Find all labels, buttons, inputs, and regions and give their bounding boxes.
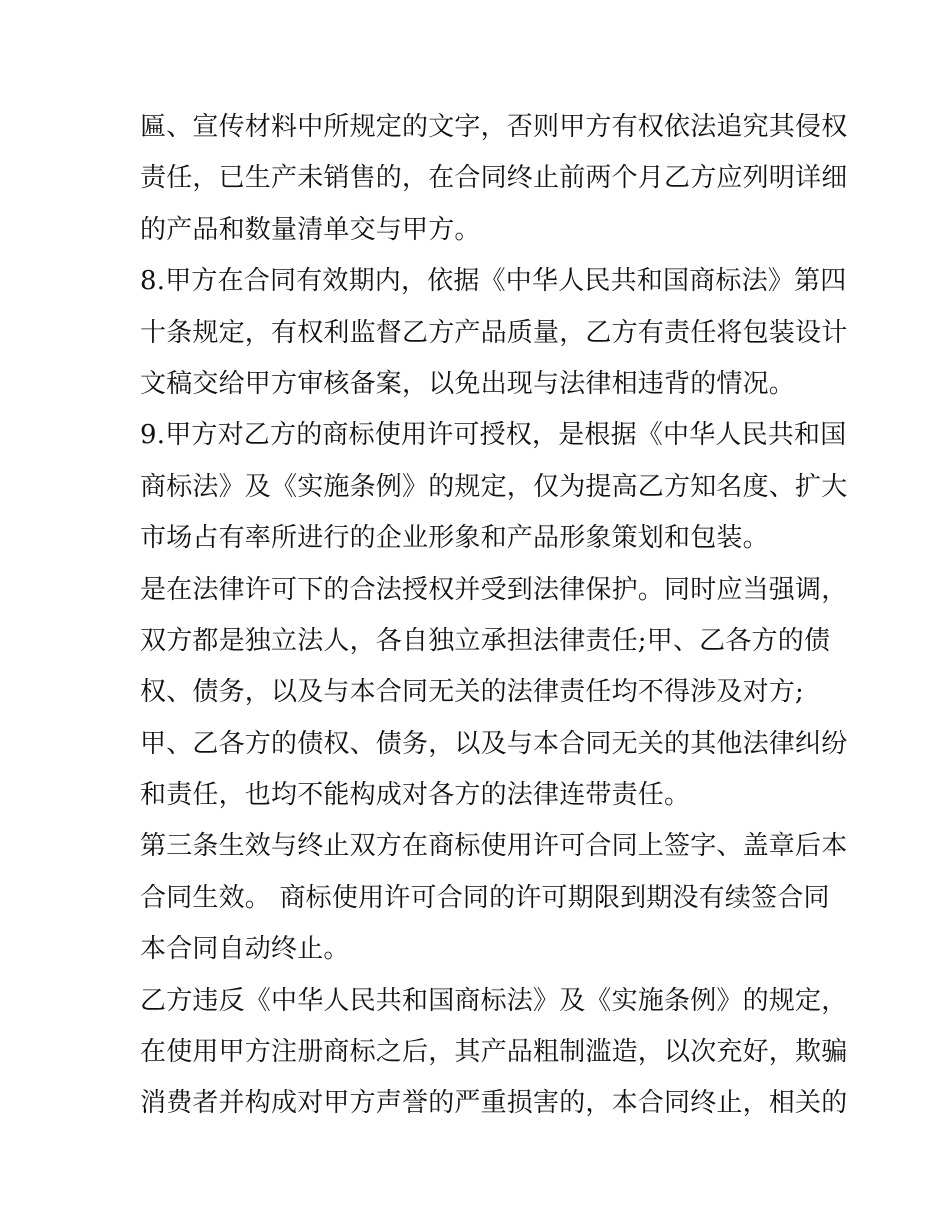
text-line: 合同生效。 商标使用许可合同的许可期限到期没有续签合同 <box>140 882 830 913</box>
text-line: 消费者并构成对甲方声誉的严重损害的，本合同终止，相关的 <box>140 1088 848 1119</box>
text-line: 第三条生效与终止双方在商标使用许可合同上签字、盖章后本 <box>140 831 848 862</box>
text-line: 是在法律许可下的合法授权并受到法律保护。同时应当强调， <box>140 574 848 605</box>
document-body <box>140 102 848 1130</box>
text-line: 8.甲方在合同有效期内，依据《中华人民共和国商标法》第四 <box>140 266 847 297</box>
text-line: 的产品和数量清单交与甲方。 <box>140 214 481 245</box>
text-line: 双方都是独立法人，各自独立承担法律责任;甲、乙各方的债 <box>140 625 831 656</box>
text-line: 市场占有率所进行的企业形象和产品形象策划和包装。 <box>140 523 769 554</box>
text-line: 权、债务，以及与本合同无关的法律责任均不得涉及对方; <box>140 677 804 708</box>
text-line: 乙方违反《中华人民共和国商标法》及《实施条例》的规定， <box>140 985 848 1016</box>
text-line: 9.甲方对乙方的商标使用许可授权，是根据《中华人民共和国 <box>140 420 847 451</box>
text-line: 匾、宣传材料中所规定的文字，否则甲方有权依法追究其侵权 <box>140 112 848 142</box>
text-line: 在使用甲方注册商标之后，其产品粗制滥造，以次充好，欺骗 <box>140 1037 848 1068</box>
text-line: 商标法》及《实施条例》的规定，仅为提高乙方知名度、扩大 <box>140 471 848 502</box>
text-line: 十条规定，有权利监督乙方产品质量，乙方有责任将包装设计 <box>140 317 848 348</box>
text-line: 和责任，也均不能构成对各方的法律连带责任。 <box>140 780 691 811</box>
text-line: 责任，已生产未销售的，在合同终止前两个月乙方应列明详细 <box>140 163 848 194</box>
text-line: 甲、乙各方的债权、债务，以及与本合同无关的其他法律纠纷 <box>140 728 848 759</box>
text-line: 文稿交给甲方审核备案，以免出现与法律相违背的情况。 <box>140 368 796 399</box>
text-line: 本合同自动终止。 <box>140 934 350 965</box>
